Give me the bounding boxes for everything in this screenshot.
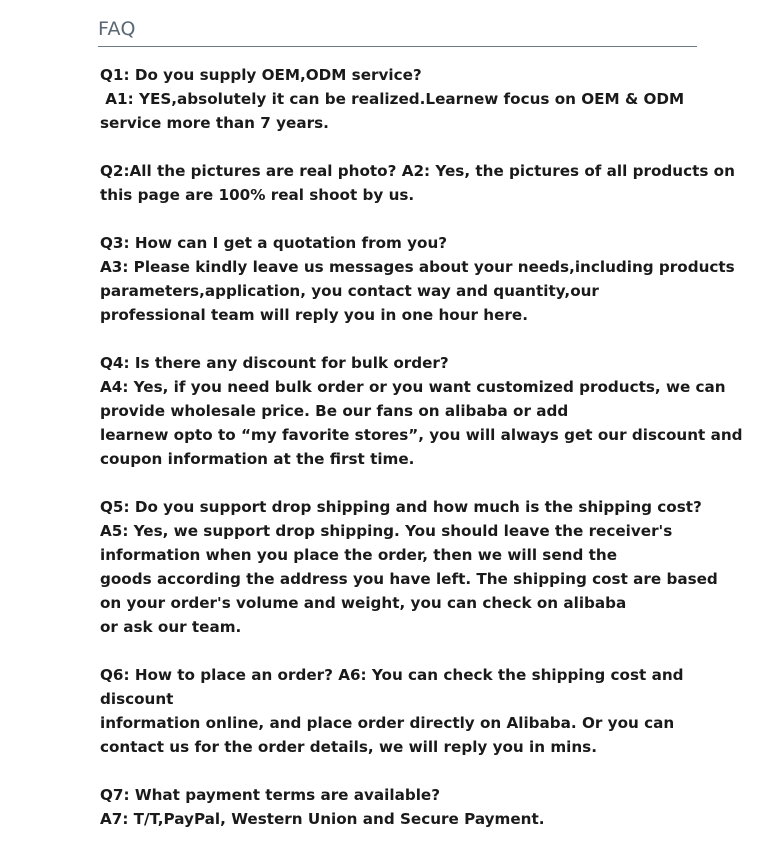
faq-answer-line: contact us for the order details, we will reply you in mins. [100,738,597,756]
faq-question: Q3: How can I get a quotation from you? [100,234,448,252]
faq-answer-line: parameters,application, you contact way and quantity,our [100,282,599,300]
faq-answer-line: A3: Please kindly leave us messages about your needs,including products [100,258,735,276]
faq-list [100,63,743,831]
faq-item-q2 [100,159,735,207]
faq-answer-line: A7: T/T,PayPal, Western Union and Secure Payment. [100,810,545,828]
faq-answer-line: or ask our team. [100,618,242,636]
faq-question: Q2:All the pictures are real photo? A2: Yes, the pictures of all products on [100,162,735,180]
faq-question: Q5: Do you support drop shipping and how much is the shipping cost? [100,498,702,516]
page-title: FAQ [98,18,136,40]
faq-header [98,18,697,47]
faq-answer-line: discount [100,690,174,708]
faq-question: Q6: How to place an order? A6: You can check the shipping cost and [100,666,684,684]
faq-answer-line: A5: Yes, we support drop shipping. You should leave the receiver's [100,522,673,540]
faq-question: Q1: Do you supply OEM,ODM service? [100,66,422,84]
faq-answer-line: professional team will reply you in one hour here. [100,306,528,324]
faq-answer-line: learnew opto to “my favorite stores”, you will always get our discount and [100,426,743,444]
faq-answer-line: service more than 7 years. [100,114,329,132]
faq-item-q4 [100,351,743,471]
faq-question: Q4: Is there any discount for bulk order? [100,354,449,372]
faq-answer-line: provide wholesale price. Be our fans on alibaba or add [100,402,569,420]
faq-answer-line: information online, and place order directly on Alibaba. Or you can [100,714,675,732]
faq-answer-line: coupon information at the first time. [100,450,415,468]
faq-answer-line: information when you place the order, then we will send the [100,546,617,564]
faq-question: Q7: What payment terms are available? [100,786,441,804]
faq-answer-line: A4: Yes, if you need bulk order or you want customized products, we can [100,378,726,396]
faq-answer-line: this page are 100% real shoot by us. [100,186,415,204]
faq-answer-line: goods according the address you have left. The shipping cost are based [100,570,718,588]
faq-item-q5 [100,495,718,639]
faq-item-q6 [100,663,700,759]
faq-answer-line: on your order's volume and weight, you can check on alibaba [100,594,627,612]
faq-item-q1 [100,63,700,135]
faq-item-q7 [100,783,700,831]
faq-answer-line: A1: YES,absolutely it can be realized.Learnew focus on OEM & ODM [100,90,685,108]
faq-item-q3 [100,231,735,327]
